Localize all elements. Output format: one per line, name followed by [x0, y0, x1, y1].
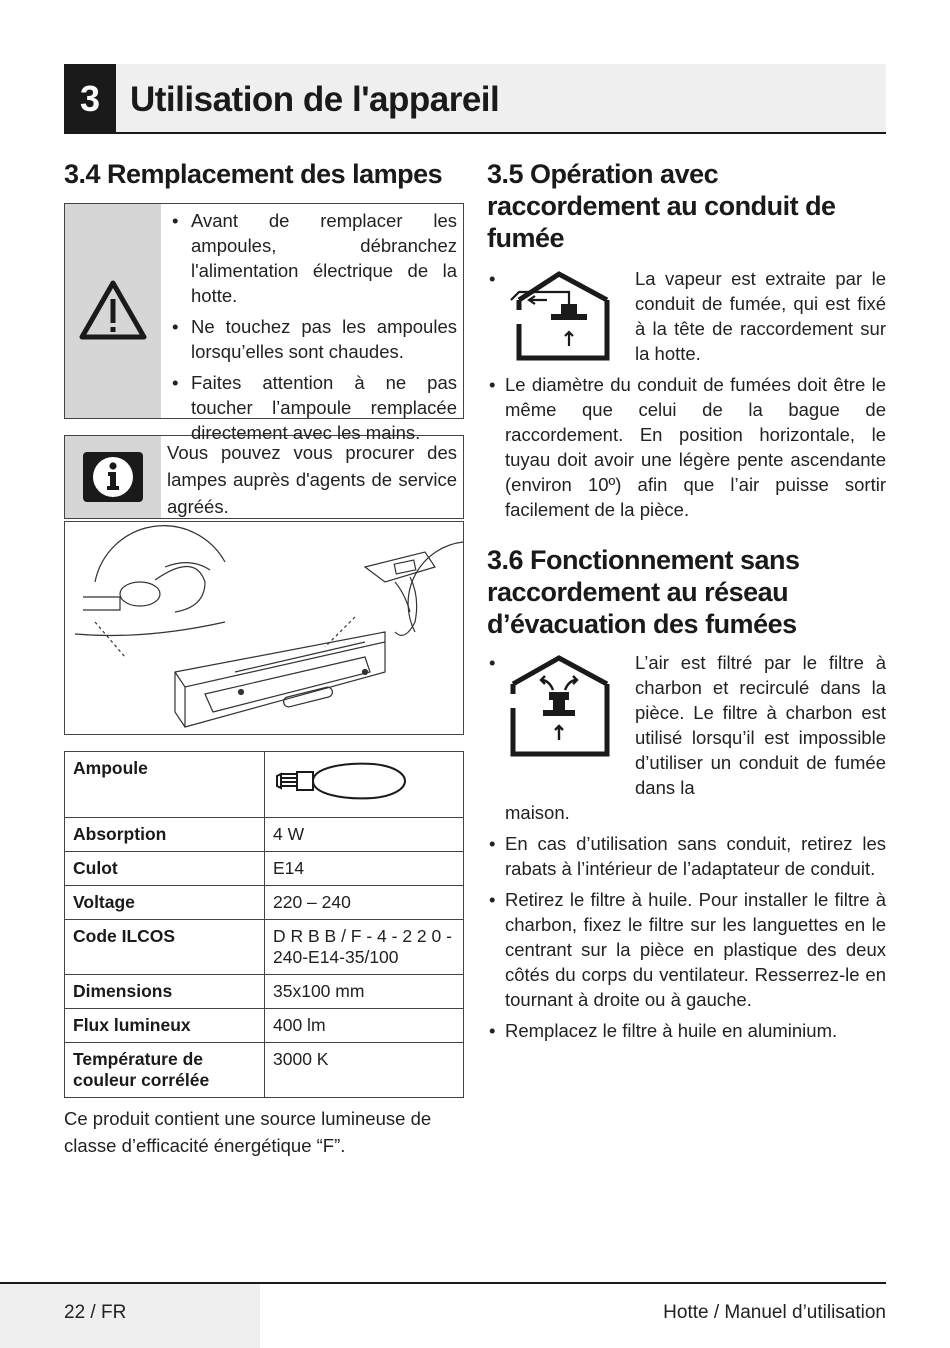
- table-row: [65, 920, 464, 975]
- warning-icon-cell: [65, 204, 161, 418]
- ducted-item: [487, 266, 886, 366]
- table-key: Flux lumineux: [65, 1009, 265, 1043]
- table-value: D R B B / F - 4 - 2 2 0 - 240-E14-35/100: [265, 920, 464, 975]
- table-key: Ampoule: [65, 752, 265, 818]
- ducted-list: [487, 372, 886, 522]
- list-item: • Le diamètre du conduit de fumées doit être le même que celui de la bague de raccordement. En position horizontale, le tuyau doit avoir une légère pente ascendante (environ 10º) afin que l’air puisse sortir facilement de la pièce.: [487, 372, 886, 522]
- recirculation-text: L’air est filtré par le filtre à charbon et recirculé dans la pièce. Le filtre à charbon est utilisé lorsqu’il est impossible d’utiliser un conduit de fumée dans la: [635, 652, 886, 798]
- warning-list: [169, 208, 457, 445]
- bullet-icon: •: [489, 268, 496, 289]
- warning-box: [64, 203, 464, 443]
- ducted-text: La vapeur est extraite par le conduit de fumée, qui est fixé à la tête de raccordement sur la hotte.: [635, 268, 886, 364]
- lamp-replacement-illustration: [65, 522, 463, 734]
- table-value: 35x100 mm: [265, 975, 464, 1009]
- table-value: E14: [265, 852, 464, 886]
- bulb-icon: [273, 758, 407, 804]
- table-value: 400 lm: [265, 1009, 464, 1043]
- energy-note: Ce produit contient une source lumineuse de classe d’efficacité énergétique “F”.: [64, 1108, 432, 1156]
- lamp-spec-table: [64, 751, 464, 1098]
- table-row: [65, 752, 464, 818]
- chapter-number: 3: [64, 64, 116, 134]
- table-row: [65, 818, 464, 852]
- warning-item: • Avant de remplacer les ampoules, débranchez l'alimentation électrique de la hotte.: [169, 208, 457, 308]
- recirculation-house-icon: [507, 654, 611, 758]
- bullet-icon: •: [489, 652, 496, 673]
- footer-page-block: [0, 1284, 260, 1348]
- footer-document-title: Hotte / Manuel d’utilisation: [663, 1302, 886, 1323]
- section-3-5-title: 3.5 Opération avec raccordement au conduit de fumée: [487, 159, 836, 253]
- info-icon: [81, 450, 145, 504]
- table-row: [65, 975, 464, 1009]
- info-icon-cell: [65, 436, 161, 518]
- table-value: 3000 K: [265, 1043, 464, 1098]
- chapter-title: Utilisation de l'appareil: [130, 80, 500, 119]
- table-key: Température de couleur corrélée: [65, 1043, 265, 1098]
- table-value: 4 W: [265, 818, 464, 852]
- list-item: • Retirez le filtre à huile. Pour installer le filtre à charbon, fixez le filtre sur les languettes en le centrant sur la pièce en plastique des deux côtés du corps du ventilateur. Resserrez-le en tournant à droite ou à gauche.: [487, 887, 886, 1012]
- recirculation-text-tail: maison.: [505, 802, 570, 823]
- table-key: Voltage: [65, 886, 265, 920]
- table-row: [65, 1009, 464, 1043]
- recirculation-item: [487, 650, 886, 825]
- footer-page-number: 22 / FR: [64, 1302, 127, 1323]
- table-key: Absorption: [65, 818, 265, 852]
- table-value: 220 – 240: [265, 886, 464, 920]
- table-key: Dimensions: [65, 975, 265, 1009]
- section-3-6-title: 3.6 Fonctionnement sans raccordement au réseau d’évacuation des fumées: [487, 545, 800, 639]
- lamp-replacement-figure: [64, 521, 464, 735]
- list-item: • En cas d’utilisation sans conduit, retirez les rabats à l’intérieur de l’adaptateur de conduit.: [487, 831, 886, 881]
- section-3-4-title: 3.4 Remplacement des lampes: [64, 159, 443, 189]
- chapter-header: [64, 64, 886, 134]
- ducted-house-icon: [507, 270, 611, 362]
- warning-item: • Ne touchez pas les ampoules lorsqu’elles sont chaudes.: [169, 314, 457, 364]
- warning-item: • Faites attention à ne pas toucher l’ampoule remplacée directement avec les mains.: [169, 370, 457, 445]
- table-row: [65, 852, 464, 886]
- left-column: [64, 158, 464, 1159]
- right-column: [487, 158, 886, 1049]
- bulb-image-cell: [265, 752, 464, 818]
- table-row: [65, 1043, 464, 1098]
- warning-text: [161, 204, 463, 443]
- recirculation-list: [487, 831, 886, 1043]
- info-text: Vous pouvez vous procurer des lampes auprès d'agents de service agréés.: [167, 442, 457, 517]
- table-key: Culot: [65, 852, 265, 886]
- list-item: • Remplacez le filtre à huile en aluminium.: [487, 1018, 886, 1043]
- info-box: [64, 435, 464, 519]
- table-key: Code ILCOS: [65, 920, 265, 975]
- table-row: [65, 886, 464, 920]
- warning-triangle-icon: [78, 279, 148, 343]
